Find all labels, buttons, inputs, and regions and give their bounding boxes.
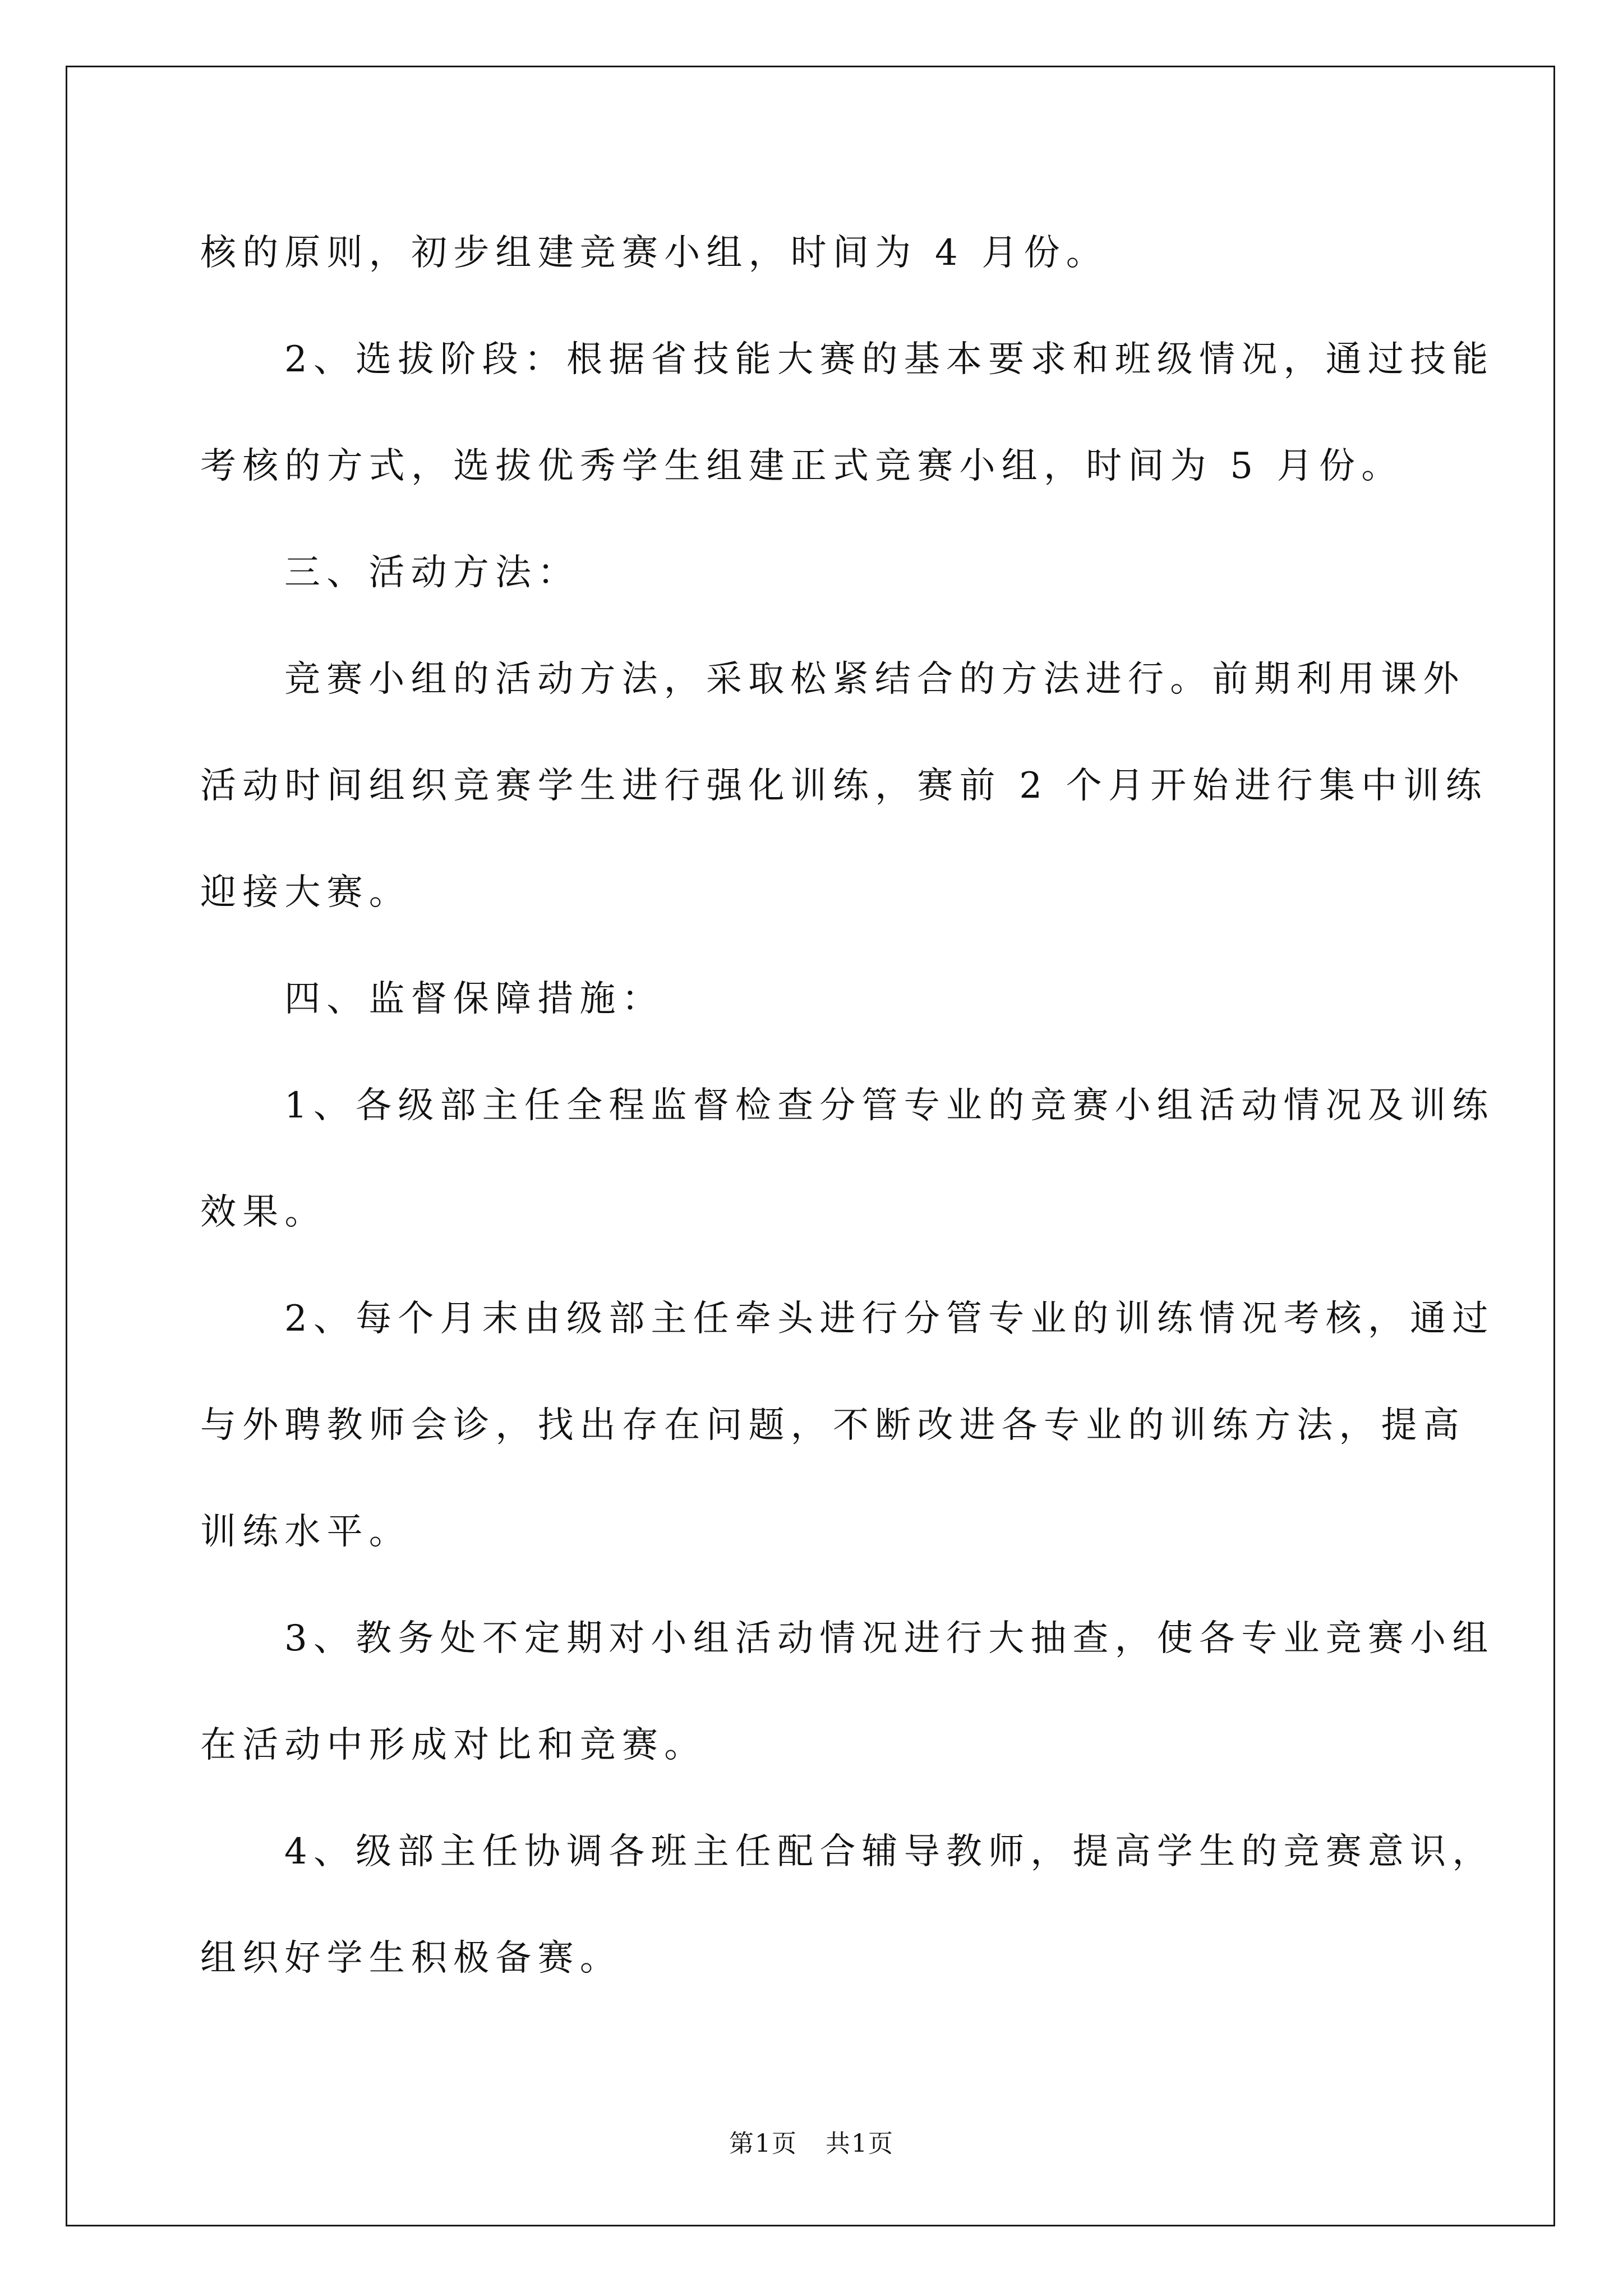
text-line-5: 竞赛小组的活动方法，采取松紧结合的方法进行。前期利用课外 xyxy=(284,659,1465,700)
text-line-16: 4、级部主任协调各班主任配合辅导教师，提高学生的竞赛意识， xyxy=(284,1831,1495,1872)
text-line-13: 训练水平。 xyxy=(200,1511,411,1553)
section-heading-4: 四、监督保障措施： xyxy=(284,978,664,1020)
text-line-9: 1、各级部主任全程监督检查分管专业的竞赛小组活动情况及训练 xyxy=(284,1085,1495,1126)
text-line-10: 效果。 xyxy=(200,1191,327,1233)
text-line-15: 在活动中形成对比和竞赛。 xyxy=(200,1724,707,1766)
text-line-7: 迎接大赛。 xyxy=(200,872,411,913)
document-body xyxy=(200,200,1495,2012)
page-total: 共1页 xyxy=(826,2129,894,2158)
text-line-12: 与外聘教师会诊，找出存在问题，不断改进各专业的训练方法，提高 xyxy=(200,1405,1465,1446)
text-line-11: 2、每个月末由级部主任牵头进行分管专业的训练情况考核，通过 xyxy=(284,1298,1495,1340)
text-line-6: 活动时间组织竞赛学生进行强化训练，赛前 2 个月开始进行集中训练 xyxy=(200,765,1488,807)
page-footer xyxy=(0,2123,1623,2159)
text-line-14: 3、教务处不定期对小组活动情况进行大抽查，使各专业竞赛小组 xyxy=(284,1618,1495,1659)
text-line-1: 核的原则，初步组建竞赛小组，时间为 4 月份。 xyxy=(200,232,1109,274)
text-line-3: 考核的方式，选拔优秀学生组建正式竞赛小组，时间为 5 月份。 xyxy=(200,445,1404,487)
text-line-17: 组织好学生积极备赛。 xyxy=(200,1938,622,1979)
text-line-2: 2、选拔阶段：根据省技能大赛的基本要求和班级情况，通过技能 xyxy=(284,339,1495,380)
page-number: 第1页 xyxy=(729,2129,797,2158)
section-heading-3: 三、活动方法： xyxy=(284,552,580,593)
